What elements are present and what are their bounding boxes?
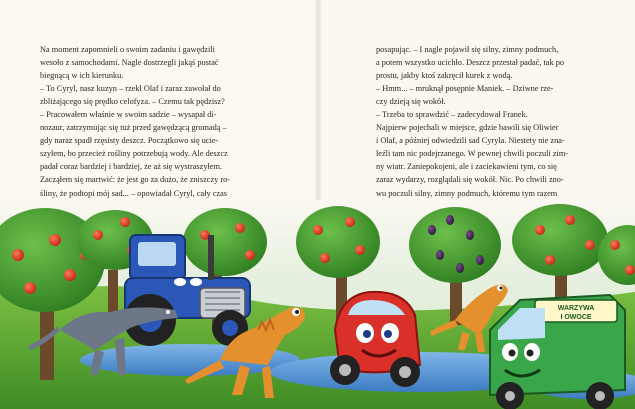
text-line: – Pracowałem właśnie w swoim sadzie – wysapał di- xyxy=(40,110,217,120)
text-line: a potem wszystko ucichło. Deszcz przestał padać, tak po xyxy=(376,58,564,68)
text-line: i Olaf, a później odwiedzili sad Cyryla. Niestety nie zna- xyxy=(376,136,565,146)
text-line: – To Cyryl, nasz kuzyn – rzekł Olaf i zaraz zawołał do xyxy=(40,84,221,94)
text-line: czy dzieją się wokół. xyxy=(376,97,446,107)
right-page-text xyxy=(376,43,621,200)
text-line: leźli tam nic podejrzanego. W pewnej chwili poczuli zim- xyxy=(376,149,569,159)
text-line: gdy naraz spadł rzęsisty deszcz. Początkowo się ucie- xyxy=(40,136,219,146)
text-line: wesoło z samochodami. Nagle dostrzegli jakąś postać xyxy=(40,58,219,68)
text-line: śliny, że podtopi mój sad... – opowiadał Cyryl, cały czas xyxy=(40,188,228,198)
green-van xyxy=(490,295,625,409)
text-line: prostu, jakby ktoś zakręcił kurek z wodą. xyxy=(376,71,513,81)
text-line: – Hmm... – mruknął posępnie Maniek. – Dziwne rze- xyxy=(376,84,554,94)
text-line: Najpierw pojechali w miejsce, gdzie bawili się Oliwier xyxy=(376,123,559,133)
orchard-illustration xyxy=(0,200,635,409)
text-line: zaraz wydarzy, rozglądali się wokół. Nic. Po chwili zno- xyxy=(376,175,564,185)
text-line: biegnącą w ich kierunku. xyxy=(40,71,124,81)
van-sign-line-2: I OWOCE xyxy=(560,314,592,321)
text-line: posapując. – I nagle pojawił się silny, zimny podmuch, xyxy=(376,45,559,54)
text-line: ny wiatr. Zaniepokojeni, ale i zaciekawieni tym, co się xyxy=(376,162,557,172)
van-sign-line-1: WARZYWA xyxy=(557,305,595,312)
text-line: Zacząłem się martwić: że jest go za dużo, że zniszczy ro- xyxy=(40,175,231,185)
text-line: padał coraz bardziej i bardziej, że aż się wystraszyłem. xyxy=(40,162,222,172)
text-line: zbliżającego się prędko celofyza. – Czemu tak pędzisz? xyxy=(40,97,225,107)
red-car xyxy=(330,292,420,387)
text-line: nozaur, zatrzymując się tuż przed gawędzącą gromadą – xyxy=(40,123,227,133)
text-line: wu poczuli silny, zimny podmuch, któremu tym razem xyxy=(376,188,558,198)
left-page-text xyxy=(40,43,302,200)
text-line: – Trzeba to sprawdzić – zadecydował Franek. xyxy=(376,110,528,120)
text-line: szyłem, bo przecież rośliny potrzebują wody. Ale deszcz xyxy=(40,149,228,159)
text-line: Na moment zapomnieli o swoim zadaniu i gawędzili xyxy=(40,45,215,54)
